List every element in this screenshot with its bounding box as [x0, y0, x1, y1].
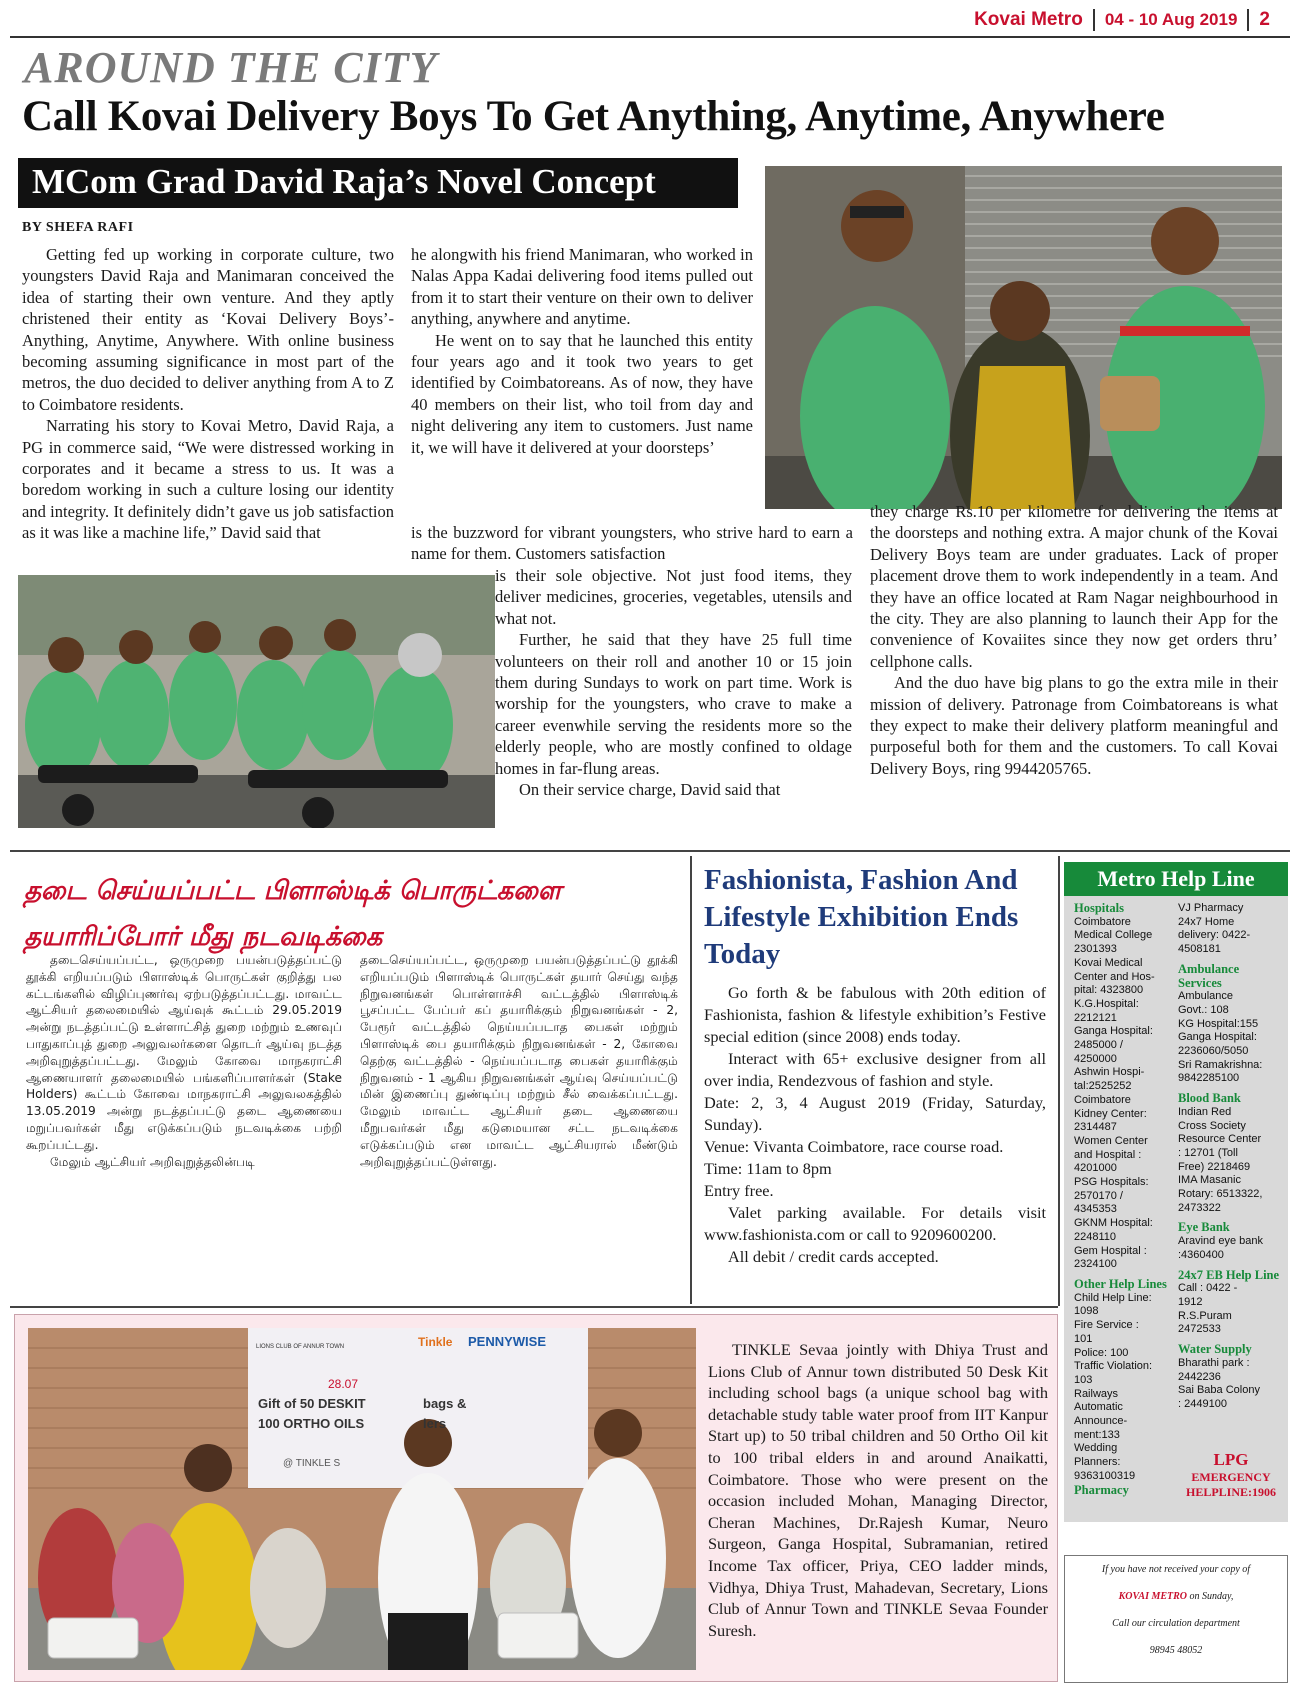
helpline-entry: Planners: — [1074, 1456, 1121, 1469]
article-paragraph: Narrating his story to Kovai Metro, David Raja, a PG in commerce said, “We were distressed working in corporates and it became a stress to us. It was a boredom working in such a culture losing our identity and integrity. It definitely didn’t gave us job satisfaction as it was like a machine life,” David said that — [22, 416, 394, 543]
masthead-separator — [1247, 9, 1249, 31]
main-headline: Call Kovai Delivery Boys To Get Anything, Anytime, Anywhere — [22, 93, 1165, 140]
helpline-entry: R.S.Puram — [1178, 1309, 1232, 1322]
article-paragraph: On their service charge, David said that — [519, 780, 781, 800]
helpline-entry: Gem Hospital : — [1074, 1244, 1147, 1257]
helpline-entry: 2442236 — [1178, 1370, 1221, 1383]
helpline-entry: 1098 — [1074, 1305, 1099, 1318]
other-helpline-list — [1074, 1292, 1178, 1484]
lpg-helpline — [1176, 1450, 1286, 1500]
circulation-phone: 98945 48052 — [1149, 1645, 1203, 1656]
tamil-paragraph: மேலும் ஆட்சியர் அறிவுறுத்தலின்படி — [50, 1154, 255, 1169]
banner-line: bags & — [423, 1396, 467, 1411]
helpline-entry: :4360400 — [1178, 1248, 1224, 1261]
circulation-notice — [1064, 1555, 1288, 1683]
helpline-entry: Kovai Medical — [1074, 956, 1143, 969]
banner-footer: @ TINKLE S — [283, 1458, 341, 1469]
helpline-entry: 4508181 — [1178, 943, 1221, 956]
helpline-entry: Rotary: 6513322, — [1178, 1188, 1263, 1201]
helpline-entry: Center and Hos- — [1074, 970, 1155, 983]
helpline-entry: PSG Hospitals: — [1074, 1176, 1149, 1189]
helpline-entry: 4250000 — [1074, 1052, 1117, 1065]
delivery-handover-photo — [765, 166, 1282, 509]
circulation-line: If you have not received your copy of — [1101, 1564, 1251, 1575]
top-rule — [10, 36, 1290, 38]
delivery-team-photo — [18, 575, 495, 828]
helpline-entry: 2314487 — [1074, 1121, 1117, 1134]
helpline-entry: IMA Masanic — [1178, 1174, 1241, 1187]
fashion-paragraph: Go forth & be fabulous with 20th edition of Fashionista, fashion & lifestyle exhibition’s Festive special edition (since 2008) ends today. — [704, 983, 1046, 1046]
helpline-box — [1064, 862, 1288, 1522]
article-column-1 — [22, 244, 394, 544]
circulation-text: on Sunday, — [1187, 1591, 1234, 1602]
banner-logo-1: Tinkle — [418, 1335, 453, 1349]
helpline-entry: Free) 2218469 — [1178, 1160, 1251, 1173]
article-paragraph: Further, he said that they have 25 full time volunteers on their roll and another 10 or 15 join them during Sundays to work on part time. Work is worship for the youngsters, who crave to make a career evenwhile serving the residents more so the elderly people, who are mostly confined to oldage homes in far-flung areas. — [495, 630, 852, 778]
helpline-heading: Blood Bank — [1178, 1091, 1241, 1106]
helpline-heading: Hospitals — [1074, 901, 1125, 915]
circulation-line — [1065, 1583, 1287, 1610]
helpline-entry: 2212121 — [1074, 1011, 1117, 1024]
fashion-paragraph: Interact with 65+ exclusive designer from all over india, Rendezvous of fashion and style. — [704, 1049, 1046, 1090]
fashion-entry: Entry free. — [704, 1181, 774, 1200]
helpline-entry: Ganga Hospital: — [1074, 1025, 1153, 1038]
helpline-entry: 2472533 — [1178, 1323, 1221, 1336]
helpline-entry: 2236060/5050 — [1178, 1045, 1249, 1058]
helpline-entry: Women Center — [1074, 1134, 1148, 1147]
ambulance-list — [1178, 990, 1284, 1086]
helpline-entry: Cross Society — [1178, 1119, 1246, 1132]
helpline-entry: Police: 100 — [1074, 1346, 1129, 1359]
helpline-entry: Govt.: 108 — [1178, 1003, 1229, 1016]
banner-line: lers — [423, 1416, 447, 1431]
helpline-entry: pital: 4323800 — [1074, 984, 1144, 997]
tamil-paragraph: தடைசெய்யப்பட்ட, ஒருமுறை பயன்படுத்தப்பட்டு தூக்கி எறியப்படும் பிளாஸ்டிக் பொருட்கள் குறித்து பல கட்டங்களில் விழிப்புணர்வு ஏற்படுத்தப்பட்டது. மாவட்ட ஆட்சியர் தலைமையில் ஆய்வுக் கூட்டம் 29.05.2019 அன்று நடத்தப்பட்டு உள்ளாட்சித் துறை மற்றும் உணவுப் பாதுகாப்புத் துறை அலுவலர்களை தொடர் ஆய்வு நடத்த அறிவுறுத்தப்பட்டது. மேலும் கோவை மாநகராட்சி ஆணையாளர் தலைமையில் பங்களிப்பாளர்கள் (Stake Holders) கூட்டம் கோவை மாநகராட்சி அலுவலகத்தில் 13.05.2019 அன்று நடத்தப்பட்டு தடை ஆணையை மறுப்பவர்கள் மீது எடுக்கப்படும் நடவடிக்கை பற்றி கூறப்பட்டது. — [26, 953, 342, 1152]
helpline-entry: ment:133 — [1074, 1428, 1120, 1441]
banner-date: 28.07 — [328, 1377, 359, 1391]
helpline-entry: Bharathi park : — [1178, 1356, 1250, 1369]
tinkle-article — [708, 1339, 1048, 1641]
helpline-entry: and Hospital : — [1074, 1148, 1142, 1161]
lpg-line: HELPLINE:1906 — [1185, 1485, 1276, 1499]
helpline-entry: 101 — [1074, 1332, 1093, 1345]
article-column-2b — [411, 522, 853, 565]
pharmacy-list — [1178, 902, 1284, 957]
tamil-paragraph: தடைசெய்யப்பட்ட, ஒருமுறை பயன்படுத்தப்பட்டு தூக்கி எறியப்படும் பிளாஸ்டிக் பொருட்கள் தயார் செய்து வந்த நிறுவனங்கள் பொள்ளாச்சி வட்டத்தில் பிளாஸ்டிக் பூசப்பட்ட பேப்பர் கப் தயாரிக்கும் நிறுவனங்கள் - 2, பேரூர் வட்டத்தில் நெய்யப்படாத பைகள் மற்றும் பிளாஸ்டிக் பை தயாரிக்கும் நிறுவனங்கள் - 2, கோவை தெற்கு வட்டத்தில் - நெய்யப்படாத பைகள் தயாரிக்கும் நிறுவனம் - 1 ஆகிய நிறுவனங்கள் ஆய்வு செய்யப்பட்டு மின் இணைப்பு துண்டிப்பு மற்றும் சீல் வைக்கப்பட்டது. மேலும் மாவட்ட ஆட்சியர் தடை ஆணையை மீறுபவர்கள் மீது கடுமையான சட்ட நடவடிக்கை எடுக்கப்படும் என மாவட்ட ஆட்சியரால் மீண்டும் அறிவுறுத்தப்பட்டுள்ளது. — [360, 953, 678, 1169]
fashion-paragraph: All debit / credit cards accepted. — [728, 1247, 939, 1266]
helpline-right-column — [1178, 902, 1284, 1412]
banner-logo-caption: LIONS CLUB OF ANNUR TOWN — [256, 1344, 345, 1350]
helpline-entry: : 12701 (Toll — [1178, 1146, 1238, 1159]
article-paragraph: He went on to say that he launched this entity four years ago and it took two years to get identified by Coimbatoreans. As of now, they have 40 members on their list, who toil from day and night delivering any item to customers. Just name it, we will have it delivered at your doorsteps’ — [411, 330, 753, 457]
helpline-entry: Railways — [1074, 1387, 1119, 1400]
hospital-list — [1074, 916, 1178, 1272]
helpline-entry: Child Help Line: — [1074, 1291, 1152, 1304]
article-column-2c — [495, 565, 852, 800]
helpline-heading: Pharmacy — [1074, 1482, 1129, 1497]
helpline-entry: 2248110 — [1074, 1230, 1117, 1243]
helpline-entry: Coimbatore — [1074, 1093, 1131, 1106]
banner-line: 100 ORTHO OILS — [258, 1416, 365, 1431]
fashion-headline: Fashionista, Fashion And Lifestyle Exhibition Ends Today — [704, 864, 1019, 970]
helpline-entry: Ashwin Hospi- — [1074, 1066, 1145, 1079]
tinkle-event-photo — [28, 1328, 696, 1670]
banner-line: Gift of 50 DESKIT — [258, 1396, 366, 1411]
helpline-entry: 2570170 / — [1074, 1189, 1123, 1202]
helpline-entry: Resource Center — [1178, 1133, 1262, 1146]
helpline-entry: Fire Service : — [1074, 1319, 1139, 1332]
helpline-heading: Eye Bank — [1178, 1220, 1230, 1235]
helpline-entry: Wedding — [1074, 1442, 1118, 1455]
section-label: AROUND THE CITY — [24, 43, 438, 92]
helpline-entry: Aravind eye bank — [1178, 1235, 1263, 1248]
helpline-entry: Announce- — [1074, 1415, 1128, 1428]
fashion-date: Date: 2, 3, 4 August 2019 (Friday, Saturday, Sunday). — [704, 1093, 1046, 1134]
helpline-entry: Kidney Center: — [1074, 1107, 1147, 1120]
section-divider — [10, 850, 1290, 852]
eye-bank-list — [1178, 1235, 1284, 1262]
article-paragraph: is the buzzword for vibrant youngsters, who strive hard to earn a name for them. Customers satisfaction — [411, 523, 853, 564]
blood-bank-list — [1178, 1106, 1284, 1216]
section-divider — [10, 1306, 1058, 1308]
helpline-entry: 2301393 — [1074, 943, 1117, 956]
helpline-entry: Ambulance — [1178, 990, 1234, 1003]
fashion-article — [704, 982, 1046, 1268]
page-number: 2 — [1259, 9, 1270, 30]
kicker-headline: MCom Grad David Raja’s Novel Concept — [18, 158, 738, 208]
tamil-column-1 — [26, 952, 342, 1170]
helpline-entry: KG Hospital:155 — [1178, 1017, 1259, 1030]
helpline-heading: Other Help Lines — [1074, 1276, 1167, 1291]
helpline-entry: 1912 — [1178, 1295, 1203, 1308]
article-paragraph: is their sole objective. Not just food items, they deliver medicines, groceries, vegetables, utensils and what not. — [495, 566, 852, 628]
helpline-heading: 24x7 EB Help Line — [1178, 1267, 1280, 1282]
helpline-entry: Ganga Hospital: — [1178, 1031, 1257, 1044]
fashion-paragraph: Valet parking available. For details visit www.fashionista.com or call to 9209600200. — [704, 1203, 1046, 1244]
article-column-2 — [411, 244, 753, 458]
circulation-line: Call our circulation department — [1112, 1618, 1240, 1629]
helpline-entry: tal:2525252 — [1074, 1080, 1132, 1093]
helpline-entry: K.G.Hospital: — [1074, 997, 1139, 1010]
tinkle-paragraph: TINKLE Sevaa jointly with Dhiya Trust and Lions Club of Annur town distributed 50 Desk Kit including school bags (a unique school bag with detachable study table water proof from IIT Kanpur Start up) to 50 tribal children and 50 Ortho Oil kit to 100 tribal elders in and around Anaikatti, Coimbatore. Those who were present on the occasion included Mohan, Managing Director, Cheran Machines, Dr.Rajesh Kumar, Neuro Surgeon, Ganga Hospital, Subramanian, retired Income Tax officer, Priya, CEO ladder minds, Vidhya, Dhiya Trust, Mahadevan, Secretary, Lions Club of Annur Town and TINKLE Sevaa Founder Suresh. — [708, 1340, 1048, 1640]
tamil-column-2 — [360, 952, 678, 1170]
helpline-entry: Coimbatore — [1074, 915, 1131, 928]
lpg-line: EMERGENCY — [1191, 1470, 1271, 1484]
helpline-entry: Traffic Violation: — [1074, 1360, 1153, 1373]
helpline-heading: Water Supply — [1178, 1342, 1252, 1357]
helpline-entry: delivery: 0422- — [1178, 929, 1251, 942]
helpline-entry: 4201000 — [1074, 1162, 1117, 1175]
article-paragraph: they charge Rs.10 per kilometre for delivering the items at the doorsteps and nothing extra. A major chunk of the Kovai Delivery Boys team are under graduates. Lack of proper placement drove them to work independently in a team. And they have an office located at Ram Nagar neighbourhood in the city. They are also planning to launch their App for the convenience of Kovaiites since they now get orders thru’ cellphone calls. — [870, 502, 1278, 671]
article-paragraph: And the duo have big plans to go the extra mile in their mission of delivery. Patronage from Coimbatoreans is what they expect to make their delivery platform meaningful and purposeful both for them and the customers. To call Kovai Delivery Boys, ring 9944205765. — [870, 673, 1278, 778]
fashion-time: Time: 11am to 8pm — [704, 1159, 832, 1178]
publication-name: Kovai Metro — [974, 9, 1083, 30]
helpline-heading: Ambulance Services — [1178, 961, 1240, 990]
column-divider — [690, 856, 692, 1304]
helpline-entry: 2324100 — [1074, 1258, 1117, 1271]
helpline-entry: Call : 0422 - — [1178, 1282, 1238, 1295]
helpline-entry: Sai Baba Colony — [1178, 1384, 1260, 1397]
article-paragraph: he alongwith his friend Manimaran, who worked in Nalas Appa Kadai delivering food items pulled out from it to start their venture on their own to deliver anything, anywhere and anytime. — [411, 245, 753, 329]
helpline-entry: 4345353 — [1074, 1203, 1117, 1216]
helpline-entry: 103 — [1074, 1373, 1093, 1386]
helpline-entry: GKNM Hospital: — [1074, 1217, 1153, 1230]
water-supply-list — [1178, 1357, 1284, 1412]
fashion-venue: Venue: Vivanta Coimbatore, race course road. — [704, 1137, 1004, 1156]
helpline-entry: 2473322 — [1178, 1201, 1221, 1214]
eb-helpline-list — [1178, 1282, 1284, 1337]
tamil-headline: தடை செய்யப்பட்ட பிளாஸ்டிக் பொருட்களை தயாரிப்போர் மீது நடவடிக்கை — [24, 876, 562, 952]
issue-date: 04 - 10 Aug 2019 — [1104, 10, 1238, 29]
article-paragraph: Getting fed up working in corporate culture, two youngsters David Raja and Manimaran conceived the idea of starting their own venture. And they aptly christened their entity as ‘Kovai Delivery Boys’-Anything, Anytime, Anywhere. With online business becoming assuming significance in most part of the metros, the duo decided to deliver anything from A to Z to Coimbatore residents. — [22, 245, 394, 414]
banner-logo-2: PENNYWISE — [468, 1334, 547, 1349]
helpline-entry: Indian Red — [1178, 1105, 1232, 1118]
helpline-entry: 9363100319 — [1074, 1469, 1136, 1482]
masthead-separator — [1093, 9, 1095, 31]
helpline-entry: VJ Pharmacy — [1178, 902, 1244, 914]
helpline-left-column — [1074, 902, 1178, 1497]
helpline-entry: 24x7 Home — [1178, 915, 1235, 928]
helpline-entry: : 2449100 — [1178, 1397, 1227, 1410]
article-column-3 — [870, 501, 1278, 779]
helpline-entry: Medical College — [1074, 929, 1153, 942]
masthead — [974, 6, 1270, 34]
helpline-entry: Automatic — [1074, 1401, 1123, 1414]
column-divider — [1058, 856, 1060, 1306]
lpg-title: LPG — [1213, 1450, 1249, 1469]
helpline-entry: 2485000 / — [1074, 1039, 1123, 1052]
circulation-brand: KOVAI METRO — [1118, 1591, 1188, 1602]
helpline-title: Metro Help Line — [1064, 862, 1288, 896]
helpline-entry: 9842285100 — [1178, 1072, 1240, 1085]
byline: BY SHEFA RAFI — [22, 220, 134, 235]
helpline-entry: Sri Ramakrishna: — [1178, 1058, 1263, 1071]
